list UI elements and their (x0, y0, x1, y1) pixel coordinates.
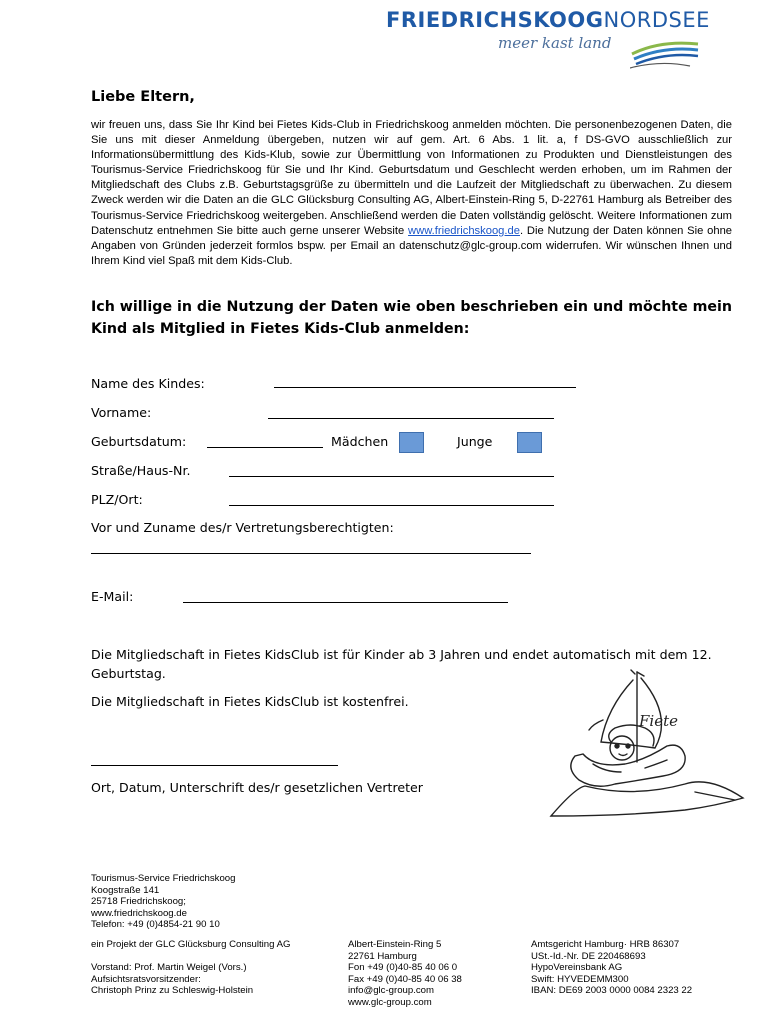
girl-checkbox[interactable] (399, 432, 424, 453)
consent-statement: Ich willige in die Nutzung der Daten wie oben beschrieben ein und möchte mein Kind als Mitglied in Fietes Kids-Club anmelden: (91, 299, 733, 337)
email-label: E-Mail: (91, 589, 134, 604)
guardian-label: Vor und Zuname des/r Vertretungsberechtigten: (91, 520, 394, 535)
footer-line: IBAN: DE69 2003 0000 0084 2323 22 (531, 985, 693, 997)
footer-line: Amtsgericht Hamburg· HRB 86307 (531, 939, 680, 950)
footer-line: Fax +49 (0)40-85 40 06 38 (348, 973, 462, 985)
fiete-mascot-icon (545, 668, 745, 820)
girl-label: Mädchen (331, 434, 389, 449)
footer-line: Swift: HYVEDEMM300 (531, 973, 629, 985)
child-name-field[interactable] (274, 387, 576, 388)
logo-name-bold: FRIEDRICHSKOOG (386, 8, 604, 32)
footer-line: 22761 Hamburg (348, 950, 417, 962)
birth-date-field[interactable] (207, 447, 323, 448)
signature-field[interactable] (91, 765, 338, 766)
boy-label: Junge (457, 434, 493, 449)
footer-line: HypoVereinsbank AG (531, 962, 623, 974)
greeting-heading: Liebe Eltern, (91, 89, 195, 105)
zip-city-label: PLZ/Ort: (91, 492, 143, 507)
footer-line: ein Projekt der GLC Glücksburg Consulting AG (91, 939, 291, 950)
footer-line: www.glc-group.com (348, 996, 432, 1008)
footer-col-bank (531, 939, 692, 997)
boy-checkbox[interactable] (517, 432, 542, 453)
intro-text: wir freuen uns, dass Sie Ihr Kind bei Fietes Kids-Club in Friedrichskoog anmelden möchten. Die personenbezogenen Daten, die Sie uns mit dieser Anmeldung übergeben, nutzen wir auf gem. Art. 6 Abs. 1 lit. a, f DS-GVO ausschließlich zur Informationsübermittlung des Kids-Klub, sowie zur Übermittlung von Informationen zu Produkten und Dienstleistungen des Tourismus-Service Friedrichskoog für Sie und Ihr Kind. Geburtsdatum und Geschlecht werden erhoben, um im Rahmen der Mitgliedschaft des Clubs z.B. Geburtstagsgrüße zu übermitteln und die Laufzeit der Mitgliedschaft zu überwachen. Zu diesem Zweck werden wir die Daten an die GLC Glücksburg Consulting AG, Albert-Einstein-Ring 5, D-22761 Hamburg als Betreiber des Tourismus-Service Friedrichskoog weitergeben. Anschließend werden die Daten vollständig gelöscht. Weitere Informationen zum Datenschutz entnehmen Sie bitte auch gerne unserer Website (91, 119, 732, 237)
first-name-label: Vorname: (91, 405, 152, 420)
logo-tagline: meer kast land (498, 34, 612, 52)
website-link[interactable]: www.friedrichskoog.de (408, 224, 520, 237)
footer-line: www.friedrichskoog.de (91, 907, 187, 919)
membership-free-text: Die Mitgliedschaft in Fietes KidsClub ist kostenfrei. (91, 694, 409, 709)
footer-line: USt.-Id.-Nr. DE 220468693 (531, 950, 646, 962)
street-label: Straße/Haus-Nr. (91, 463, 191, 478)
first-name-field[interactable] (268, 418, 554, 419)
intro-text-end: . Die Nutzung der Daten können Sie ohne Angaben von Gründen jederzeit formlos bspw. per Email an datenschutz@glc-group.com widerrufen. Wir wünschen Ihnen und Ihrem Kind viel Spaß mit dem Kids-Club. (91, 224, 733, 267)
footer-col-address (348, 939, 462, 1009)
footer-line: Aufsichtsratsvorsitzender: (91, 973, 201, 985)
child-name-label: Name des Kindes: (91, 376, 205, 391)
membership-age-text: Die Mitgliedschaft in Fietes KidsClub ist für Kinder ab 3 Jahren und endet automatisch mit dem 12. Geburtstag. (91, 647, 712, 681)
footer-line (91, 951, 290, 963)
footer-line: 25718 Friedrichskoog; (91, 896, 186, 908)
zip-city-field[interactable] (229, 505, 554, 506)
footer-contact (91, 873, 235, 931)
logo-name-thin: NORDSEE (603, 8, 710, 32)
logo-wave-icon (630, 30, 700, 70)
footer-line: Tourismus-Service Friedrichskoog (91, 873, 236, 884)
footer-line: Koogstraße 141 (91, 884, 160, 896)
email-field[interactable] (183, 602, 508, 603)
footer-line: Christoph Prinz zu Schleswig-Holstein (91, 985, 254, 997)
guardian-field[interactable] (91, 553, 531, 554)
street-field[interactable] (229, 476, 554, 477)
footer-line: Fon +49 (0)40-85 40 06 0 (348, 962, 458, 974)
mascot-sail-label: Fiete (639, 712, 678, 730)
footer-col-company (91, 939, 290, 997)
footer-line: Vorstand: Prof. Martin Weigel (Vors.) (91, 962, 247, 974)
birth-date-label: Geburtsdatum: (91, 434, 187, 449)
footer-line: Telefon: +49 (0)4854-21 90 10 (91, 919, 220, 931)
privacy-paragraph (91, 118, 732, 269)
footer-line: Albert-Einstein-Ring 5 (348, 939, 442, 950)
footer-line: info@glc-group.com (348, 985, 434, 997)
signature-label: Ort, Datum, Unterschrift des/r gesetzlichen Vertreter (91, 780, 423, 795)
logo-wordmark (386, 8, 710, 32)
